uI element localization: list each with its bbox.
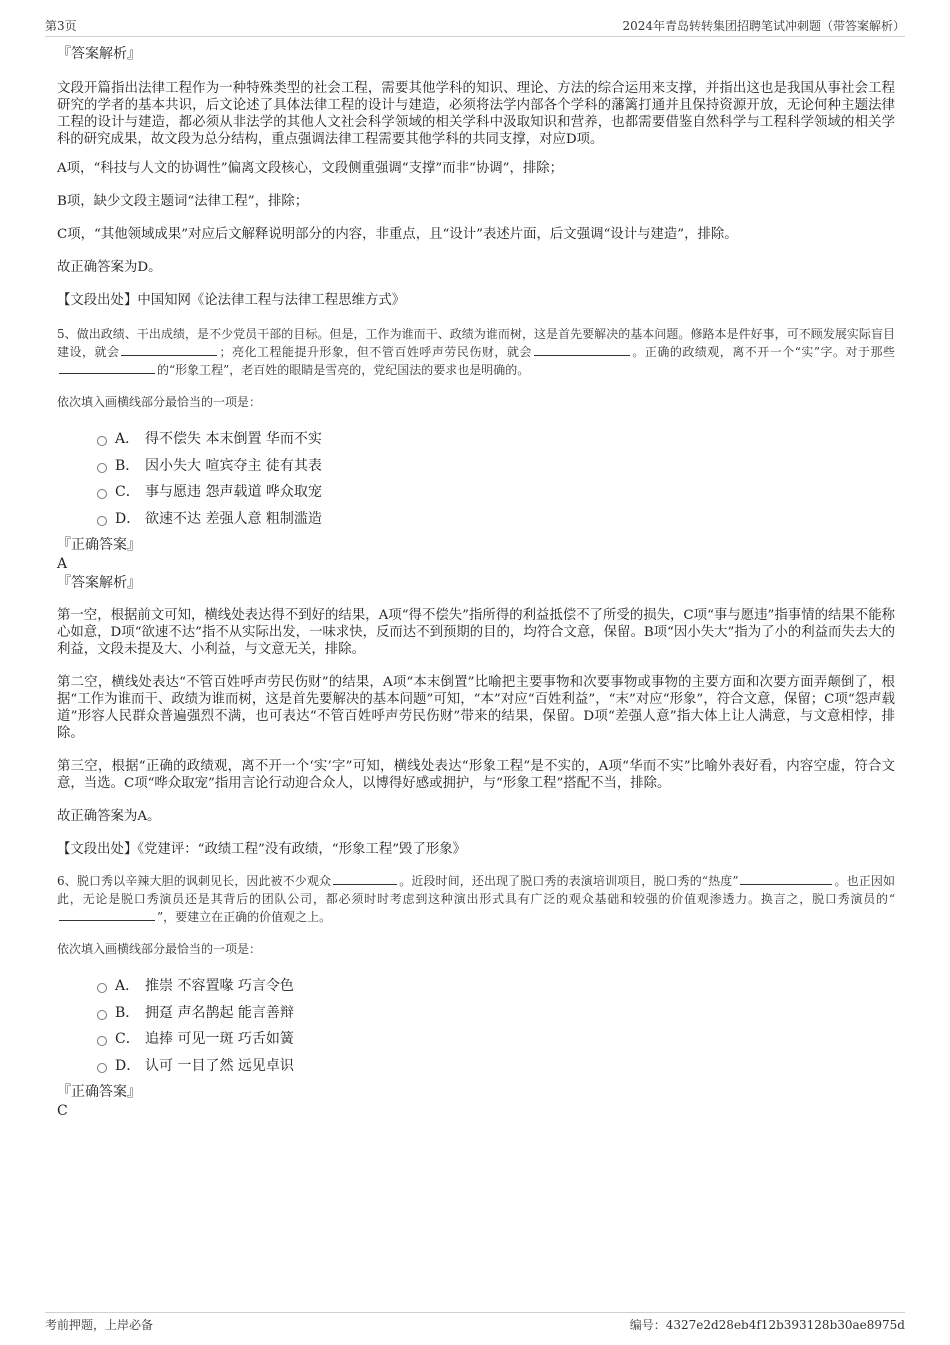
page-content	[57, 44, 895, 1120]
page-number: 第3页	[45, 19, 77, 33]
correct-answer: C	[57, 1103, 68, 1119]
analysis-paragraph: 文段开篇指出法律工程作为一种特殊类型的社会工程，需要其他学科的知识、理论、方法的综合运用来支撑，并指出这也是我国从事社会工程研究的学者的基本共识，后文论述了具体法律工程的设计与建造，必须将法学内部各个学科的藩篱打通并且保持资源开放，无论何种主题法律工程的设计与建造，都必须从非法学的其他人文社会科学领域的相关学科中汲取知识和营养，也都需要借鉴自然科学与工程科学领域的相关学科的研究成果，故文段为总分结构，重点强调法律工程需要其他学科的共同支撑，对应D项。	[57, 81, 895, 147]
option-a-analysis: A项，“科技与人文的协调性”偏离文段核心，文段侧重强调“支撑”而非“协调”，排除；	[57, 161, 564, 176]
analysis-paragraph-3: 第三空，根据“正确的政绩观，离不开一个‘实’字”可知，横线处表达“形象工程”是不实的，A项“华而不实”比喻外表好看，内容空虚，符合文意，当选。C项“哗众取宠”指用言论行动迎合众人，以博得好感或拥护，与“形象工程”搭配不当，排除。	[57, 759, 895, 791]
option-d[interactable]: D． 认可 一目了然 远见卓识	[97, 1052, 895, 1079]
option-c-analysis: C项，“其他领域成果”对应后文解释说明部分的内容，非重点，且“设计”表述片面，后文强调“设计与建造”，排除。	[57, 227, 738, 242]
correct-answer-label: 『正确答案』	[57, 1084, 141, 1100]
radio-icon[interactable]	[97, 516, 107, 526]
option-d[interactable]: D． 欲速不达 差强人意 粗制滥造	[97, 505, 895, 532]
option-b[interactable]: B． 拥趸 声名鹊起 能言善辩	[97, 999, 895, 1026]
correct-answer-label: 『正确答案』	[57, 537, 141, 553]
answer-conclusion: 故正确答案为A。	[57, 809, 161, 824]
blank-line	[534, 343, 630, 356]
radio-icon[interactable]	[97, 1063, 107, 1073]
radio-icon[interactable]	[97, 436, 107, 446]
radio-icon[interactable]	[97, 489, 107, 499]
page-footer	[45, 1312, 905, 1333]
blank-line	[59, 908, 155, 921]
analysis-paragraph-1: 第一空，根据前文可知，横线处表达得不到好的结果，A项“得不偿失”指所得的利益抵偿不了所受的损失，C项“事与愿违”指事情的结果不能称心如意，D项“欲速不达”指不从实际出发，一味求快，反而达不到预期的目的，均符合文意，保留。B项“因小失大”指为了小的利益而失去大的利益，文段未提及大、小利益，与文意无关，排除。	[57, 608, 896, 657]
source-citation: 【文段出处】《党建评：“政绩工程”没有政绩，“形象工程”毁了形象》	[57, 842, 467, 857]
option-c[interactable]: C． 事与愿违 怨声载道 哗众取宠	[97, 478, 895, 505]
radio-icon[interactable]	[97, 463, 107, 473]
radio-icon[interactable]	[97, 1036, 107, 1046]
option-a[interactable]: A． 推崇 不容置喙 巧言令色	[97, 972, 895, 999]
document-id: 编号：4327e2d28eb4f12b393128b30ae8975d	[629, 1318, 905, 1332]
document-title: 2024年青岛转转集团招聘笔试冲刺题（带答案解析）	[622, 19, 905, 33]
option-a[interactable]: A． 得不偿失 本末倒置 华而不实	[97, 425, 895, 452]
analysis-label: 『答案解析』	[57, 46, 141, 62]
correct-answer: A	[57, 556, 68, 572]
blank-line	[121, 343, 217, 356]
question-5-text: 5、做出政绩、干出成绩，是不少党员干部的目标。但是，工作为谁而干、政绩为谁而树，这是首先要解决的基本问题。修路本是件好事，可不顾发展实际盲目建设，就会 ；亮化工程能提升形象，但不管百姓呼声劳民伤财，就会 。正确的政绩观，离不开一个“实”字。对于那些的“形象工程”，老百姓的眼睛是雪亮的，党纪国法的要求也是明确的。	[57, 327, 895, 377]
answer-conclusion: 故正确答案为D。	[57, 260, 162, 275]
question-5-options	[97, 425, 895, 531]
analysis-paragraph-2: 第二空，横线处表达“不管百姓呼声劳民伤财”的结果，A项“本末倒置”比喻把主要事物和次要事物或事物的主要方面和次要方面弄颠倒了，根据“工作为谁而干、政绩为谁而树，这是首先要解决的基本问题”可知，“本”对应“百姓利益”，“末”对应“形象”，符合文意，保留；C项“怨声载道”形容人民群众普遍强烈不满，也可表达“不管百姓呼声劳民伤财”带来的结果，保留。D项“差强人意”指大体上让人满意，与文意相悖，排除。	[57, 675, 895, 741]
question-6-prompt: 依次填入画横线部分最恰当的一项是：	[57, 942, 262, 956]
footer-slogan: 考前押题，上岸必备	[45, 1318, 154, 1332]
option-b-analysis: B项，缺少文段主题词“法律工程”，排除；	[57, 194, 309, 209]
page-header	[45, 14, 905, 37]
blank-line	[333, 872, 397, 885]
radio-icon[interactable]	[97, 983, 107, 993]
option-c[interactable]: C． 追捧 可见一斑 巧舌如簧	[97, 1025, 895, 1052]
blank-line	[59, 361, 155, 374]
question-6-text: 6、脱口秀以辛辣大胆的讽刺见长，因此被不少观众 。近段时间，还出现了脱口秀的表演培训项目，脱口秀的“热度” 。也正因如此，无论是脱口秀演员还是其背后的团队公司，都必须时时考虑到这种演出形式具有广泛的观众基础和较强的价值观渗透力。换言之，脱口秀演员的“”，要建立在正确的价值观之上。	[57, 874, 895, 924]
radio-icon[interactable]	[97, 1010, 107, 1020]
source-citation: 【文段出处】中国知网《论法律工程与法律工程思维方式》	[57, 293, 406, 308]
analysis-label: 『答案解析』	[57, 575, 141, 591]
question-5-prompt: 依次填入画横线部分最恰当的一项是：	[57, 395, 262, 409]
blank-line	[740, 872, 832, 885]
question-6-options	[97, 972, 895, 1078]
option-b[interactable]: B． 因小失大 喧宾夺主 徒有其表	[97, 452, 895, 479]
